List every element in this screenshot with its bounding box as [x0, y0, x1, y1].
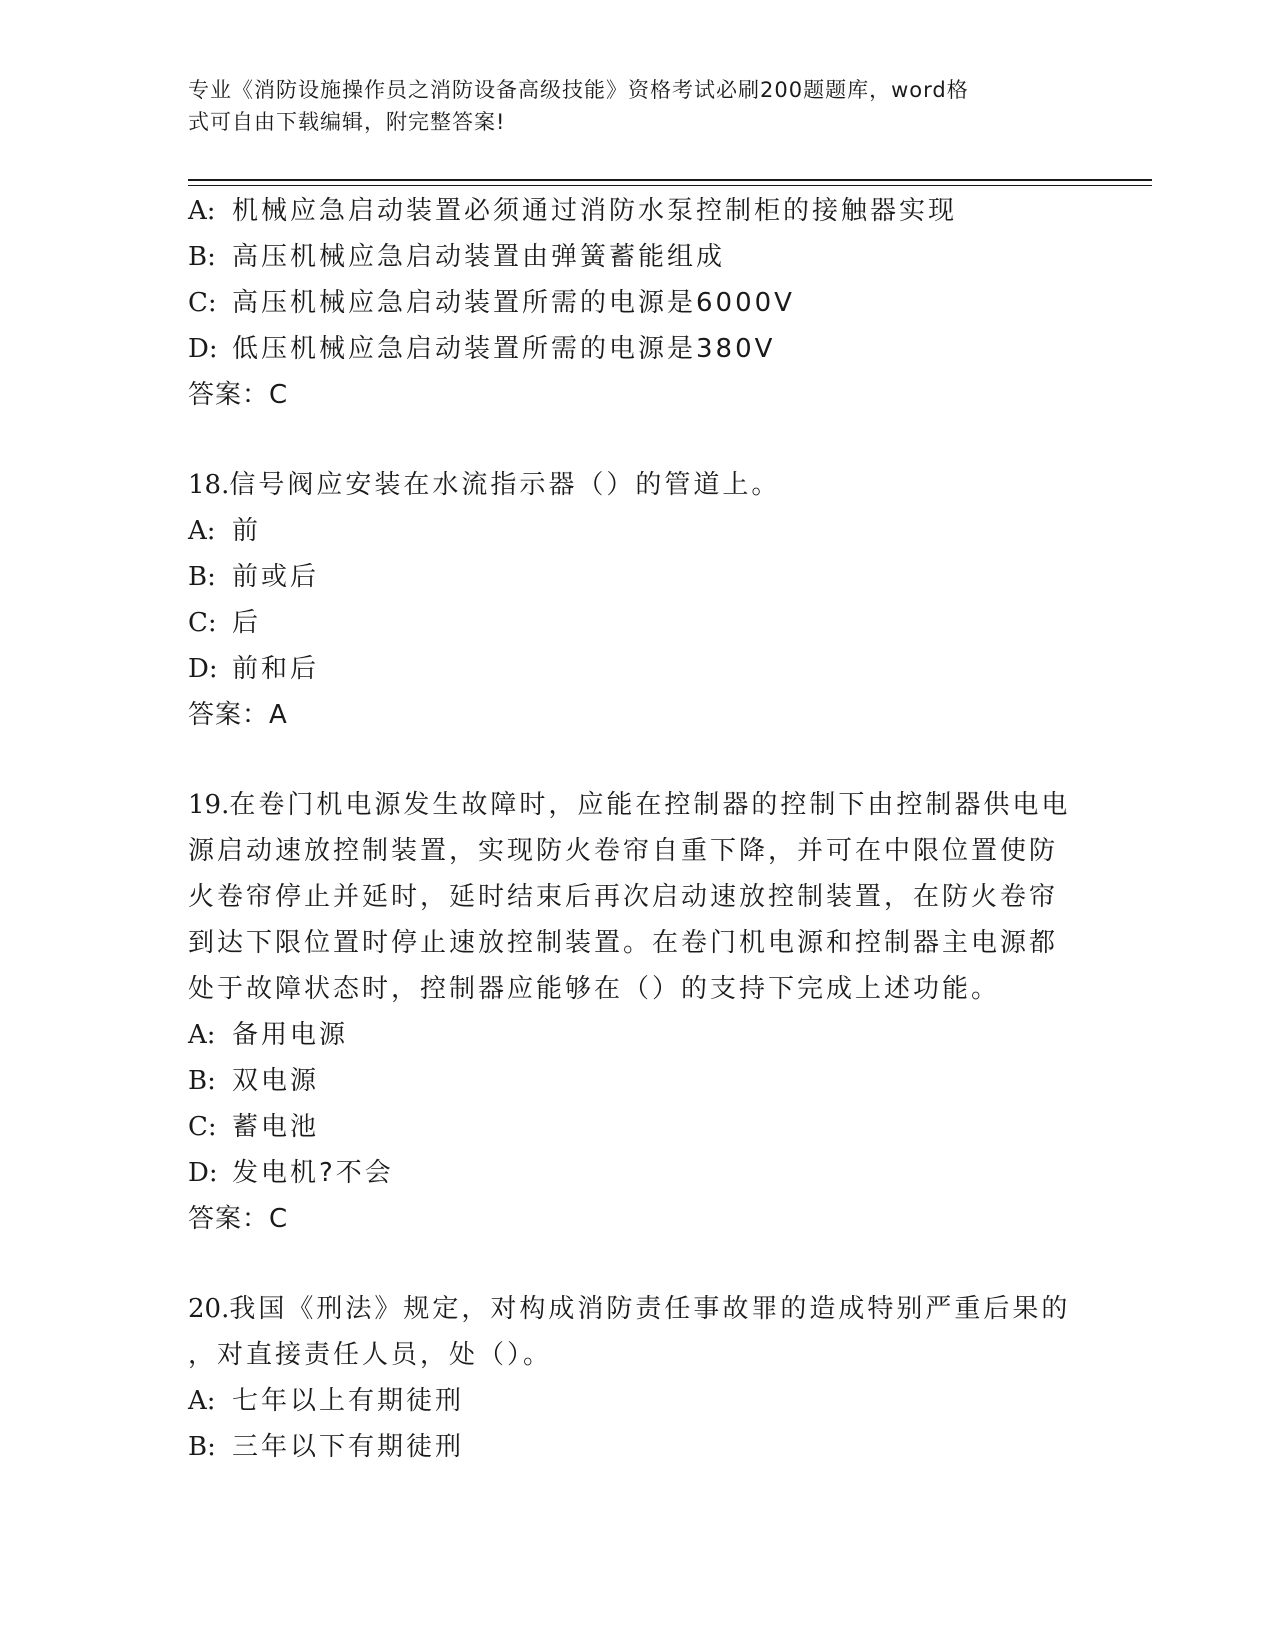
- document-header: [188, 74, 1088, 138]
- option-letter: B:: [188, 1432, 216, 1462]
- header-divider-thin: [188, 185, 1152, 186]
- option-b: [188, 234, 1088, 280]
- option-letter: B:: [188, 1066, 216, 1096]
- option-text: 机械应急启动装置必须通过消防水泵控制柜的接触器实现: [232, 196, 958, 226]
- option-letter: B:: [188, 562, 216, 592]
- option-text: 七年以上有期徒刑: [232, 1386, 465, 1416]
- option-text: 蓄电池: [232, 1112, 320, 1142]
- option-letter: A:: [188, 1386, 216, 1416]
- option-letter: D:: [188, 334, 218, 364]
- question-text-line: 源启动速放控制装置，实现防火卷帘自重下降，并可在中限位置使防: [188, 836, 1059, 866]
- spacer: [188, 1242, 1088, 1286]
- question-list: [188, 188, 1088, 1470]
- option-text: 前或后: [232, 562, 320, 592]
- question-text-line: 处于故障状态时，控制器应能够在（）的支持下完成上述功能。: [188, 974, 1001, 1004]
- option-b: [188, 1424, 1088, 1470]
- header-line-2: 式可自由下载编辑，附完整答案!: [188, 110, 506, 134]
- option-letter: A:: [188, 196, 216, 226]
- option-text: 备用电源: [232, 1020, 349, 1050]
- option-letter: A:: [188, 1020, 216, 1050]
- header-line-1: 专业《消防设施操作员之消防设备高级技能》资格考试必刷200题题库，word格: [188, 78, 969, 102]
- question-number: 19.: [188, 790, 230, 820]
- option-text: 低压机械应急启动装置所需的电源是380V: [232, 334, 776, 364]
- question-body: 在卷门机电源发生故障时，应能在控制器的控制下由控制器供电电: [229, 790, 1071, 820]
- answer-line: 答案：C: [188, 1204, 289, 1234]
- option-a: [188, 1012, 1088, 1058]
- answer-line: 答案：A: [188, 700, 288, 730]
- option-text: 双电源: [232, 1066, 320, 1096]
- question-number: 20.: [188, 1294, 230, 1324]
- option-d: [188, 326, 1088, 372]
- header-divider-thick: [188, 179, 1152, 181]
- option-letter: B:: [188, 242, 216, 272]
- option-b: [188, 554, 1088, 600]
- question-body: 我国《刑法》规定，对构成消防责任事故罪的造成特别严重后果的: [229, 1294, 1071, 1324]
- option-a: [188, 188, 1088, 234]
- question-text: [188, 462, 1088, 508]
- option-text: 后: [232, 608, 262, 638]
- option-c: [188, 1104, 1088, 1150]
- option-c: [188, 600, 1088, 646]
- option-letter: C:: [188, 608, 217, 638]
- question-19: [188, 782, 1088, 1242]
- question-text-line: [188, 782, 1088, 828]
- option-letter: C:: [188, 288, 217, 318]
- spacer: [188, 418, 1088, 462]
- question-text-line: 火卷帘停止并延时，延时结束后再次启动速放控制装置，在防火卷帘: [188, 882, 1059, 912]
- option-b: [188, 1058, 1088, 1104]
- option-text: 高压机械应急启动装置所需的电源是6000V: [232, 288, 795, 318]
- question-20: [188, 1286, 1088, 1470]
- question-18: [188, 462, 1088, 738]
- answer-line: 答案：C: [188, 380, 289, 410]
- option-c: [188, 280, 1088, 326]
- option-letter: D:: [188, 654, 218, 684]
- option-letter: A:: [188, 516, 216, 546]
- spacer: [188, 738, 1088, 782]
- option-text: 前和后: [232, 654, 320, 684]
- option-text: 发电机?不会: [232, 1158, 394, 1188]
- option-a: [188, 508, 1088, 554]
- option-d: [188, 646, 1088, 692]
- option-d: [188, 1150, 1088, 1196]
- question-text-line: ，对直接责任人员，处（）。: [188, 1340, 553, 1370]
- option-text: 高压机械应急启动装置由弹簧蓄能组成: [232, 242, 726, 272]
- option-letter: C:: [188, 1112, 217, 1142]
- question-number: 18.: [188, 470, 230, 500]
- question-text-line: [188, 1286, 1088, 1332]
- option-letter: D:: [188, 1158, 218, 1188]
- question-body: 信号阀应安装在水流指示器（）的管道上。: [229, 470, 781, 500]
- option-a: [188, 1378, 1088, 1424]
- question-17: [188, 188, 1088, 418]
- question-text-line: 到达下限位置时停止速放控制装置。在卷门机电源和控制器主电源都: [188, 928, 1059, 958]
- option-text: 前: [232, 516, 262, 546]
- option-text: 三年以下有期徒刑: [232, 1432, 465, 1462]
